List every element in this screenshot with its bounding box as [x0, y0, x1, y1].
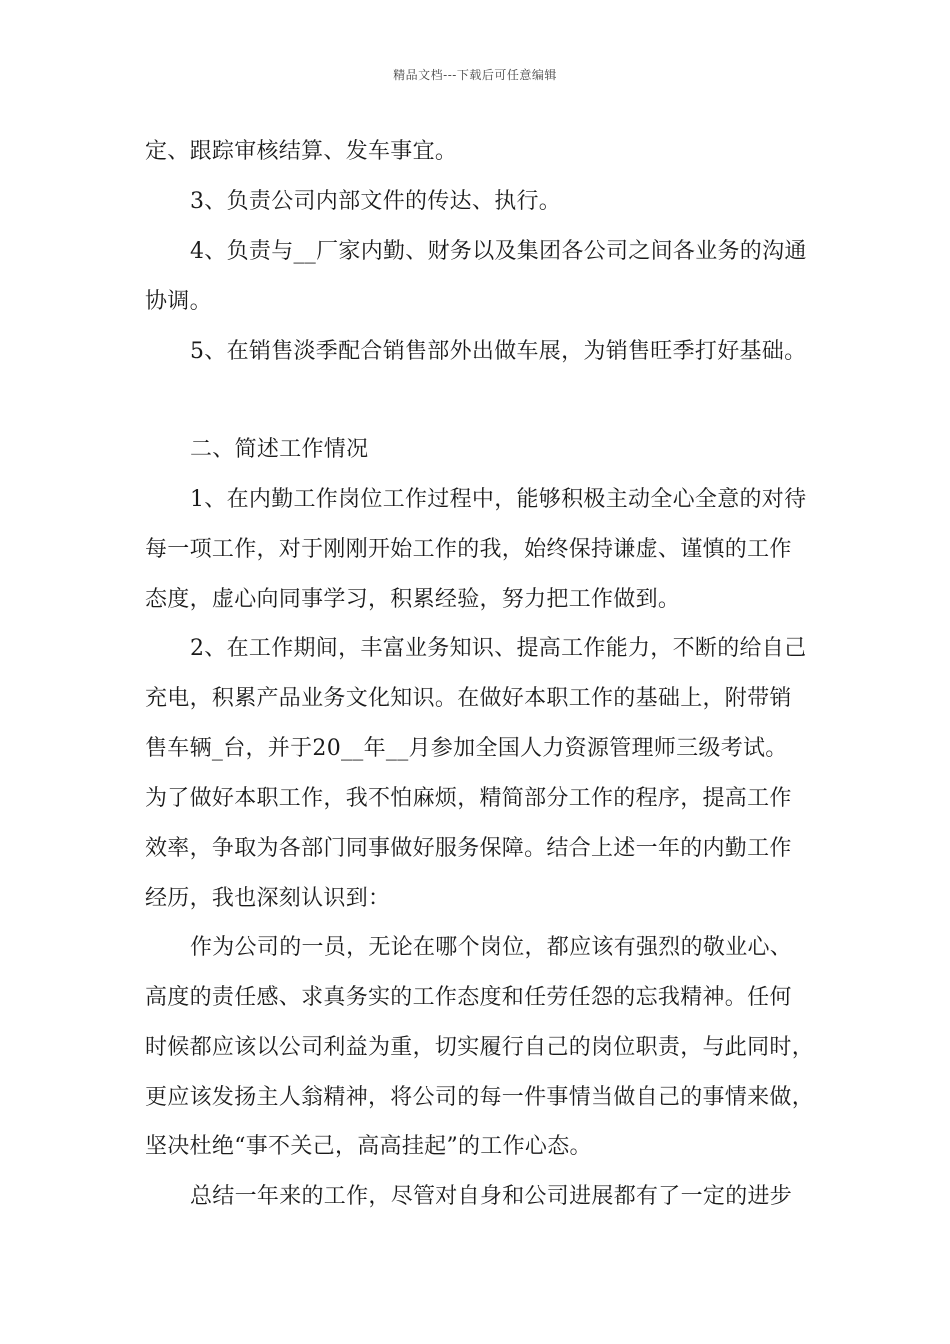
section-heading: 二、简述工作情况 — [190, 437, 369, 462]
paragraph-3-line: 更应该发扬主人翁精神，将公司的每一件事情当做自己的事情来做， — [145, 1085, 815, 1110]
list-item-3: 3、负责公司内部文件的传达、执行。 — [190, 189, 562, 214]
paragraph-1-line: 每一项工作，对于刚刚开始工作的我，始终保持谦虚、谨慎的工作 — [145, 537, 792, 562]
body-line: 定、跟踪审核结算、发车事宜。 — [145, 139, 458, 164]
paragraph-3-line: 时候都应该以公司利益为重，切实履行自己的岗位职责，与此同时， — [145, 1035, 815, 1060]
paragraph-2-line: 为了做好本职工作，我不怕麻烦，精简部分工作的程序，提高工作 — [145, 786, 792, 811]
paragraph-2-line: 经历，我也深刻认识到： — [145, 886, 391, 911]
paragraph-4-line: 总结一年来的工作，尽管对自身和公司进展都有了一定的进步 — [190, 1184, 793, 1209]
paragraph-2-line: 2、在工作期间，丰富业务知识、提高工作能力，不断的给自己 — [190, 636, 807, 661]
list-item-4: 4、负责与__厂家内勤、财务以及集团各公司之间各业务的沟通 — [190, 239, 807, 264]
paragraph-2-line: 售车辆_台，并于20__年__月参加全国人力资源管理师三级考试。 — [145, 736, 788, 761]
list-item-5: 5、在销售淡季配合销售部外出做车展，为销售旺季打好基础。 — [190, 339, 807, 364]
paragraph-1-line: 态度，虚心向同事学习，积累经验，努力把工作做到。 — [145, 587, 681, 612]
paragraph-1-line: 1、在内勤工作岗位工作过程中，能够积极主动全心全意的对待 — [190, 487, 807, 512]
body-line: 协调。 — [145, 289, 212, 314]
paragraph-2-line: 充电，积累产品业务文化知识。在做好本职工作的基础上，附带销 — [145, 686, 792, 711]
paragraph-3-line: 作为公司的一员，无论在哪个岗位，都应该有强烈的敬业心、 — [190, 935, 793, 960]
paragraph-3-line: 坚决杜绝“事不关己，高高挂起”的工作心态。 — [145, 1134, 592, 1159]
page-header: 精品文档---下载后可任意编辑 — [393, 68, 557, 82]
paragraph-3-line: 高度的责任感、求真务实的工作态度和任劳任怨的忘我精神。任何 — [145, 985, 792, 1010]
paragraph-2-line: 效率，争取为各部门同事做好服务保障。结合上述一年的内勤工作 — [145, 836, 792, 861]
